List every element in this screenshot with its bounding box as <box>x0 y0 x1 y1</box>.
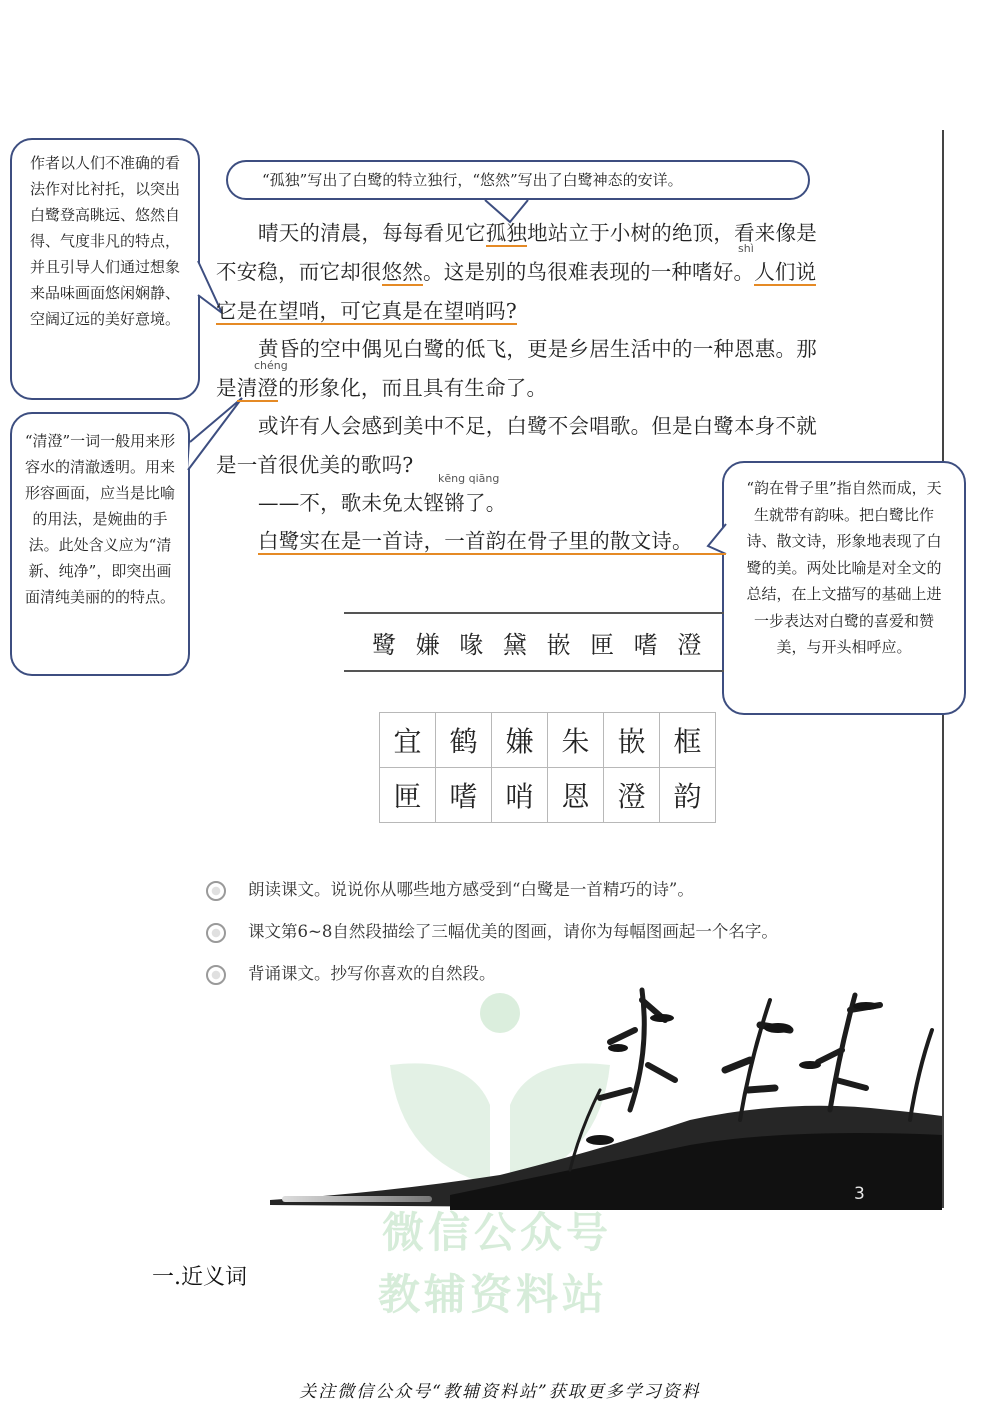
grid-char: 匣 <box>380 768 436 823</box>
text-line-1: 晴天的清晨，每每看见它孤独地站立于小树的绝顶，看来像是 <box>258 221 817 245</box>
question-bullet-icon <box>206 923 226 943</box>
question-bullet-icon <box>206 965 226 985</box>
ink-painting <box>270 970 942 1210</box>
text-line-7: 是一首很优美的歌吗? <box>216 453 414 477</box>
grid-char: 朱 <box>548 713 604 768</box>
grid-char: 韵 <box>660 768 716 823</box>
character-grid-row <box>380 768 716 823</box>
text-line-3: 它是在望哨，可它真是在望哨吗? <box>216 299 517 323</box>
word-youran: 悠然 <box>381 260 424 284</box>
grid-char: 鹤 <box>436 713 492 768</box>
grid-char: 恩 <box>548 768 604 823</box>
annotation-yun: “韵在骨子里”指自然而成，天生就带有韵味。把白鹭比作诗、散文诗，形象地表现了白鹭的美。两处比喻是对全文的总结，在上文描写的基础上进一步表达对白鹭的喜爱和赞美，与开头相呼应。 <box>722 461 966 715</box>
word-gudu: 孤独 <box>485 221 528 245</box>
question-3: 背诵课文。抄写你喜欢的自然段。 <box>206 960 496 985</box>
text-line-4: 黄昏的空中偶见白鹭的低飞，更是乡居生活中的一种恩惠。那 <box>258 337 817 361</box>
text-line-5: 是清澄的形象化，而且具有生命了。 <box>216 376 548 400</box>
grid-char: 哨 <box>492 768 548 823</box>
question-2: 课文第6~8自然段描绘了三幅优美的图画，请你为每幅图画起一个名字。 <box>206 918 778 943</box>
pinyin-cheng: chéng <box>254 359 288 372</box>
annotation-author-contrast: 作者以人们不准确的看法作对比衬托，以突出白鹭登高眺远、悠然自得、气度非凡的特点，并且引导人们通过想象来品味画面悠闲娴静、空阔辽远的美好意境。 <box>10 138 200 400</box>
pinyin-kengqiang: kēng qiāng <box>438 472 500 485</box>
text-line-6: 或许有人会感到美中不足，白鹭不会唱歌。但是白鹭本身不就 <box>258 414 817 438</box>
watermark-text-2: 教辅资料站 <box>378 1270 609 1319</box>
character-grid <box>379 712 716 823</box>
section-title: 一.近义词 <box>152 1265 247 1290</box>
footer-note: 关注微信公众号“教辅资料站”获取更多学习资料 <box>299 1382 701 1402</box>
vocab-banner-chars: 鹭 嫌 喙 黛 嵌 匣 嗜 澄 <box>372 631 708 659</box>
text-line-9: 白鹭实在是一首诗，一首韵在骨子里的散文诗。 <box>258 529 693 553</box>
annotation-qingcheng: “清澄”一词一般用来形容水的清澈透明。用来形容画面，应当是比喻的用法，是婉曲的手法。此处含义应为“清新、纯净”，即突出画面清纯美丽的的特点。 <box>10 412 190 676</box>
grid-char: 嵌 <box>604 713 660 768</box>
grid-char: 宜 <box>380 713 436 768</box>
grid-char: 嫌 <box>492 713 548 768</box>
text-line-2: 不安稳，而它却很悠然。这是别的鸟很难表现的一种嗜好。人们说 <box>216 260 817 284</box>
pinyin-shi: shì <box>738 242 754 255</box>
question-1: 朗读课文。说说你从哪些地方感受到“白鹭是一首精巧的诗”。 <box>206 876 694 901</box>
character-grid-row <box>380 713 716 768</box>
grid-char: 嗜 <box>436 768 492 823</box>
underline-extension <box>258 553 726 555</box>
text-line-8: ——不，歌未免太铿锵了。 <box>258 491 507 515</box>
question-bullet-icon <box>206 881 226 901</box>
page-number: 3 <box>854 1184 865 1204</box>
grid-char: 框 <box>660 713 716 768</box>
word-qingcheng: 清澄 <box>236 376 279 400</box>
annotation-top: “孤独”写出了白鹭的特立独行，“悠然”写出了白鹭神态的安详。 <box>226 160 810 200</box>
grid-char: 澄 <box>604 768 660 823</box>
watermark-text-1: 微信公众号 <box>382 1208 613 1257</box>
